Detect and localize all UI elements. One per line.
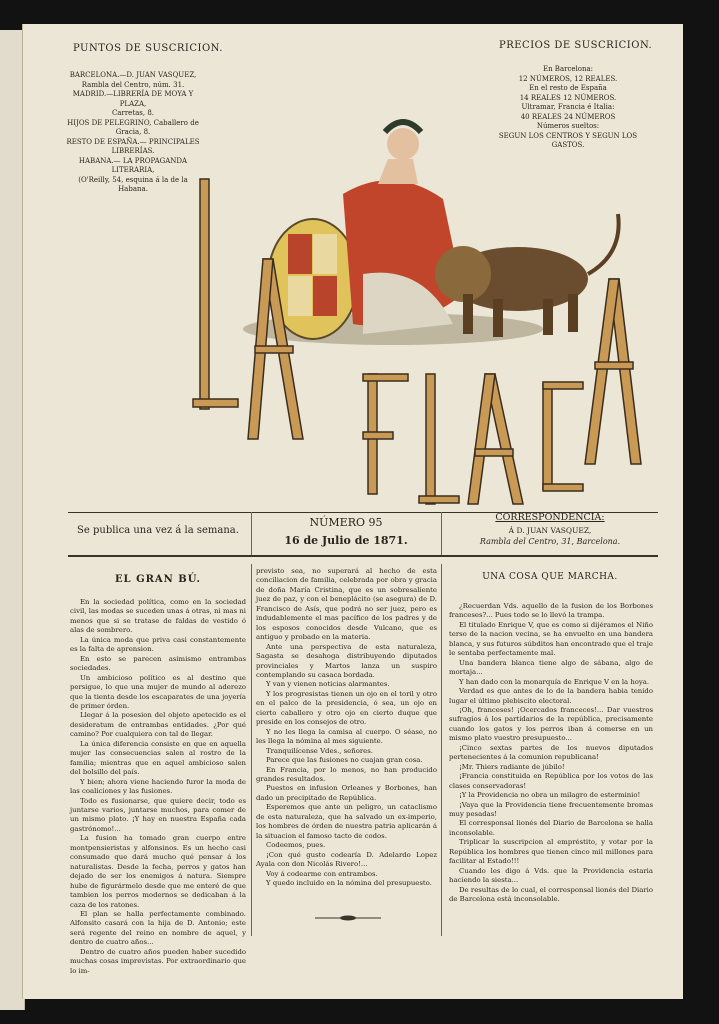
paragraph: Y van y vienen noticias alarmantes. <box>266 680 390 689</box>
paragraph: Dentro de cuatro años pueden haber sucedido muchas cosas imprevistas. Por extraordinario que lo im- <box>70 947 246 975</box>
band-divider <box>441 512 442 555</box>
paragraph: La única moda que priva casi constantemente es la falta de aprension. <box>70 635 246 654</box>
issue-number: NÚMERO 95 <box>309 516 383 529</box>
price-line: Ultramar, Francia é Italia: <box>521 103 615 111</box>
correspondence-address: Rambla del Centro, 31, Barcelona. <box>479 537 621 546</box>
prices-title: PRECIOS DE SUSCRICION. <box>499 40 653 51</box>
price-line: En Barcelona: <box>542 65 594 73</box>
paragraph: Llegar á la posesion del objeto apetecido es el desideratum de entrambas entidades. ¿Por qué camino? Por cualquiera con tal de llegar. <box>70 711 246 739</box>
issue-date: 16 de Julio de 1871. <box>284 534 408 547</box>
paragraph: Triplicar la suscripcion al empréstito, y votar por la República los hombres que tienen cinco mil millones para facilitar al Estado!!! <box>449 838 653 866</box>
paragraph: ¿Recuerdan Vds. aquello de la fusion de los Borbones franceses?... Pues todo se lo llevó la trampa. <box>449 602 653 620</box>
letter-L <box>193 179 238 409</box>
paragraph: ¡Y la Providencia no obra un milagro de esterminio! <box>459 791 641 800</box>
article-column-3 <box>449 602 653 942</box>
paragraph: Y quedo incluido en la nómina del presupuesto. <box>266 878 432 887</box>
letter-L2 <box>419 374 459 504</box>
column-divider <box>441 564 442 936</box>
paragraph: ¡Mr. Thiers radiante de júbilo! <box>459 762 565 771</box>
newspaper-page <box>22 24 683 999</box>
paragraph: Y bien; ahora viene haciendo furor la moda de las coaliciones y las fusiones. <box>70 777 246 796</box>
paragraph: Esperemos que ante un peligro, un cataclismo de esta naturaleza, que ha salvado un ex-imperio, los hombres de órden de nuestra patria aplicarán á la situacion el famoso tacto de codos. <box>256 803 437 840</box>
paragraph: ¡Francia constituida en República por los votos de las clases conservadoras! <box>449 772 653 790</box>
paragraph: El plan se halla perfectamente combinado. Alfonsito casará con la hija de D. Antonio; este será regente del reino en nombre de aquel, y dentro de cuatro años... <box>70 909 246 947</box>
price-line: 12 NÚMEROS, 12 REALES. <box>518 74 618 83</box>
paragraph: ¡Cinco sextas partes de los nuevos diputados pertenecientes á la comunion republicana! <box>449 743 653 762</box>
paragraph: En esto se parecen asimismo entrambas sociedades. <box>70 654 246 673</box>
paragraph: Y han dado con la monarquía de Enrique V en la hoya. <box>459 677 650 686</box>
paragraph: El corresponsal lionés del Diario de Barcelona se halla inconsolable. <box>449 819 653 837</box>
subscription-line: HIJOS DE PELEGRINO, Caballero de Gracia, 8. <box>67 118 199 136</box>
paragraph: ¡Vaya que la Providencia tiene frecuentemente bromas muy pesadas! <box>449 800 653 818</box>
subscription-line: MADRID.—LIBRERÍA DE MOYA Y PLAZA, <box>72 90 194 108</box>
masthead-illustration <box>163 84 643 524</box>
letter-F <box>363 374 408 494</box>
article-column-1 <box>70 598 246 975</box>
paragraph: De resultas de lo cual, el corresponsal lionés del Diario de Barcelona está inconsolable. <box>449 885 653 904</box>
paragraph: Verdad es que antes de lo de la bandera habia tenido lugar el último plebiscito electoral. <box>449 687 653 705</box>
correspondence-name: Á D. JUAN VASQUEZ, <box>508 526 592 535</box>
end-ornament <box>313 914 383 922</box>
paragraph: En Francia, por lo menos, no han producido grandes resultados. <box>256 765 437 783</box>
subscription-line: Carretas, 8. <box>111 109 155 117</box>
band-bottom-rule <box>68 555 658 557</box>
paragraph: previsto sea, no superará al hecho de esta conciliacion de familia, celebrada por obra y gracia de doña María Cristina, que es un sobresaliente juez de paz, y con el beneplácito (se asegura) de D. Francisco de Asís, que podrá no ser juez, pero es indudablemente el mas pacífico de los padres y de los esposos conocidos desde Vulcano, que es antiguo y probado en la materia. <box>256 567 437 642</box>
paragraph: Y los progresistas tienen un ojo en el toril y otro en el palco de la presidencia, ó sea, un ojo en cierto caballero y otro ojo en cierto duque que preside en los consejos de otro. <box>256 689 437 727</box>
paragraph: En la sociedad política, como en la sociedad civil, las modas se suceden unas á otras, ni mas ni menos que si se tratase de faldas de vestido ó alas de sombrero. <box>70 598 246 635</box>
subscription-points-title: PUNTOS DE SUSCRICION. <box>73 43 223 54</box>
subscription-line: LIBRERÍAS. <box>111 147 155 155</box>
article-column-2 <box>256 567 437 907</box>
article-title: EL GRAN BÚ. <box>114 574 202 585</box>
paragraph: La fusion ha tomado gran cuerpo entre montpensieristas y alfonsinos. Es un hecho casi consumado que dará mucho qué pensar á los naturalistas. Desde la fecha, perros y gatos han dejado de ser los enemigos á natura. Siempre hube de figurármelo desde que me enteré de que tambien los perros modernos se dedicaban á la caza de los ratones. <box>70 834 246 909</box>
letter-A3 <box>585 279 641 464</box>
letter-A2 <box>468 374 523 504</box>
paragraph: Un ambicioso político es al destino que persigue, lo que una mujer de mundo al aderezo que la tienta desde los escaparates de una joyería de primer órden. <box>70 673 246 710</box>
paragraph: Puestos en infusion Orleanes y Borbones, han dado un precipitado de República. <box>256 784 437 802</box>
subscription-line: BARCELONA.—D. JUAN VASQUEZ, <box>69 71 197 79</box>
paragraph: Una bandera blanca tiene algo de sábana, algo de mortaja... <box>449 658 653 677</box>
paragraph: Ante una perspectiva de esta naturaleza, Sagasta se desahoga distribuyendo diputados provinciales y Martos lanza un suspiro contemplando su casaca bordada. <box>256 642 437 679</box>
paragraph: Todo es fusionarse, que quiere decir, todo es juntarse varios, juntarse muchos, para comer de un mismo plato. ¡Y hay en nuestra España cada gastrónomo!... <box>70 796 246 833</box>
paragraph: La única diferencia consiste en que en aquella mujer las consecuencias salen al rostro de la familia; mientras que en aquel ambicioso salen del bolsillo del país. <box>70 739 246 777</box>
subscription-line: Rambla del Centro, núm. 31. <box>81 80 185 89</box>
price-line: En el resto de España <box>529 84 607 92</box>
article-title: UNA COSA QUE MARCHA. <box>482 572 618 582</box>
price-line: SEGUN LOS CENTROS Y SEGUN LOS GASTOS. <box>498 131 638 149</box>
price-line: 40 REALES 24 NÚMEROS <box>520 112 616 121</box>
price-line: Números sueltos: <box>536 122 600 130</box>
letter-C <box>543 382 583 491</box>
paragraph: Cuando les digo á Vds. que la Providencia estaria haciendo la siesta... <box>449 866 653 885</box>
paragraph: ¡Con qué gusto codearía D. Adelardo Lopez Ayala con don Nicolás Rivero!... <box>256 850 437 869</box>
paragraph: Y no les llega la camisa al cuerpo. O séase, no les llega la nómina al mes siguiente. <box>256 727 437 746</box>
band-divider <box>251 512 252 555</box>
paragraph: Tranquilícense Vdes., señores. <box>266 746 373 755</box>
paragraph: Parece que las fusiones no cuajan gran cosa. <box>266 756 423 765</box>
subscription-line: HABANA.— LA PROPAGANDA LITERARIA, <box>78 156 188 174</box>
subscription-line: (O'Reilly, 54, esquina á la de la Habana. <box>78 175 188 193</box>
paragraph: El titulado Enrique V, que es como si dijéramos el Niño terso de la nacion vecina, se ha envuelto en una bandera blanca, y sus futuros súbditos han encontrado que el traje le sentaba perfectamente mal. <box>449 620 653 658</box>
correspondence-title: CORRESPONDENCIA: <box>495 512 605 523</box>
price-line: 14 REALES 12 NÚMEROS. <box>519 93 617 102</box>
paragraph: Voy á codearme con entrambos. <box>266 869 378 878</box>
paragraph: Codeemos, pues. <box>266 841 326 850</box>
paragraph: ¡Oh, franceses! ¡Ocercados franceces!... Dar vuestros sufragios á los partidarios de la república, precisamente cuando los gatos y los perros iban á comerse en un mismo plato vuestro presupuesto... <box>449 705 653 743</box>
subscription-line: RESTO DE ESPAÑA.— PRINCIPALES <box>66 137 200 146</box>
publication-frequency: Se publica una vez á la semana. <box>77 525 239 536</box>
allegorical-woman-figure <box>343 122 463 334</box>
column-divider <box>251 564 252 936</box>
